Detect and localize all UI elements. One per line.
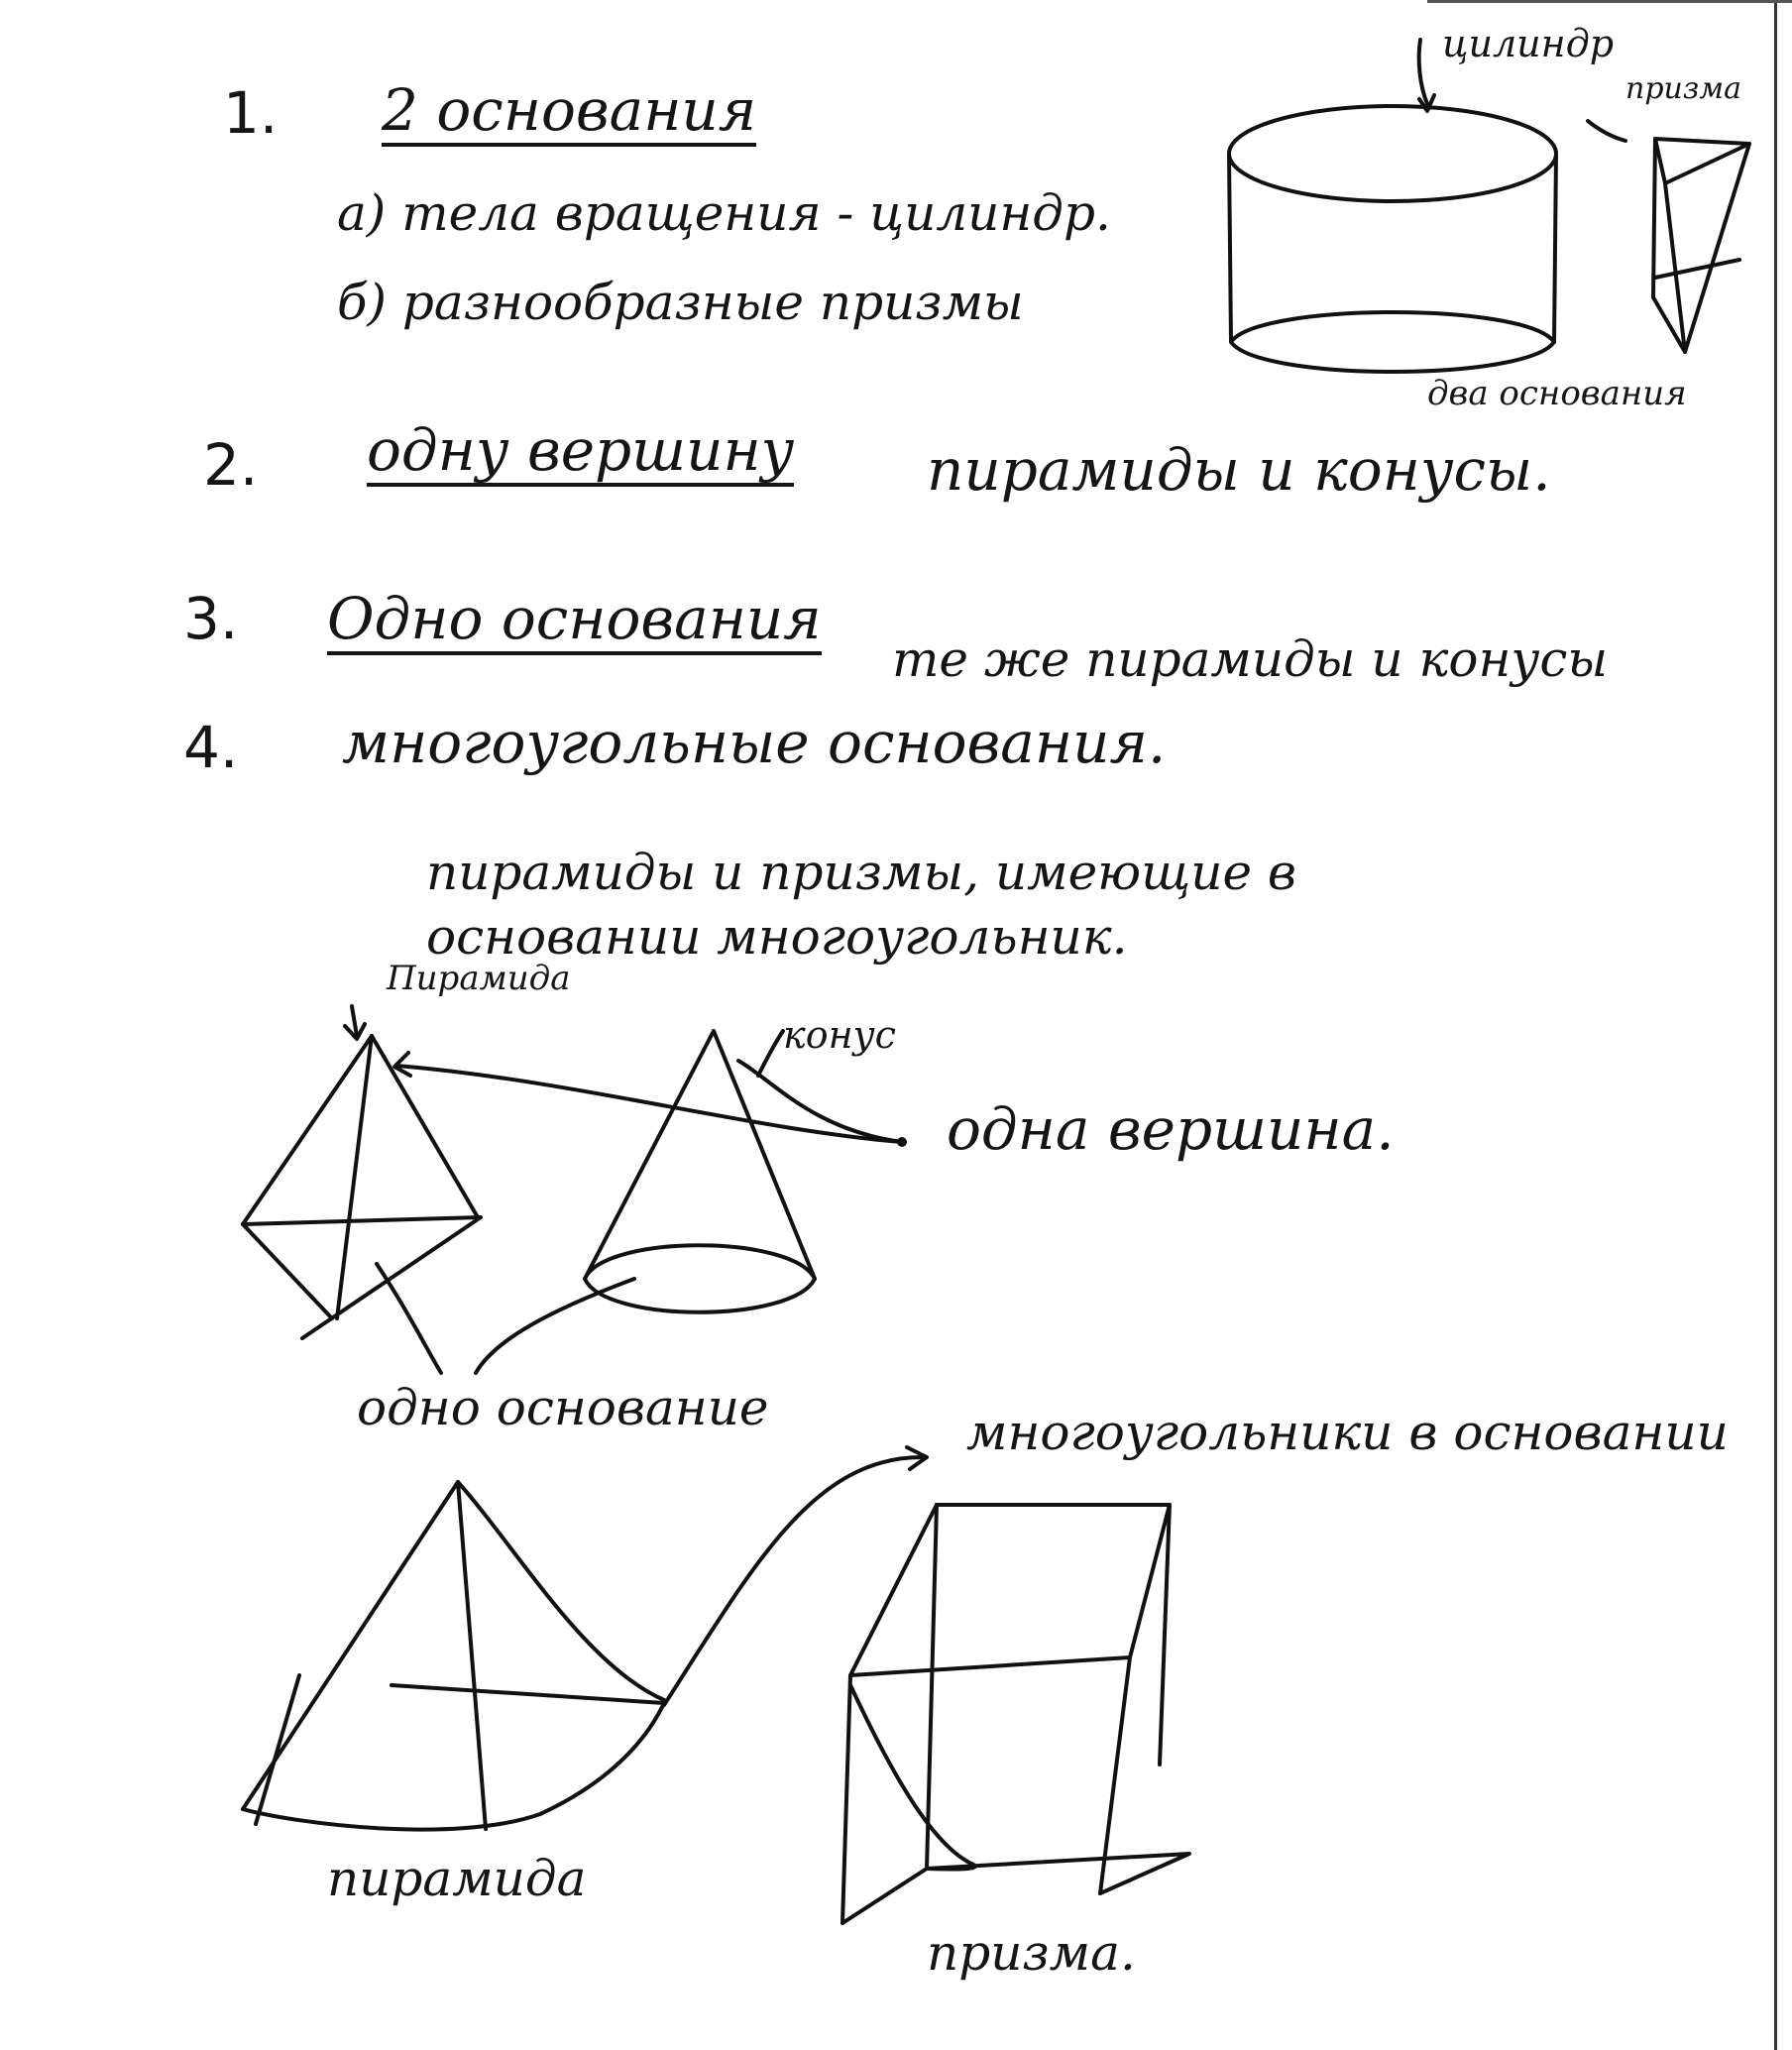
item-3-number: 3. xyxy=(183,585,239,652)
label-cylinder: цилиндр xyxy=(1442,22,1615,65)
base-pointer-lines xyxy=(377,1264,634,1373)
item-3-rest: те же пирамиды и конусы xyxy=(892,630,1609,688)
pyramid-small-sketch xyxy=(243,1006,481,1338)
vertex-arrows xyxy=(394,1053,907,1147)
item-4-note-line2: основании многоугольник. xyxy=(426,908,1128,966)
curve-to-polygon-label xyxy=(664,1447,927,1705)
item-4-number: 4. xyxy=(183,714,239,781)
item-3-title: Одно основания xyxy=(327,590,822,655)
label-one-base: одно основание xyxy=(357,1379,769,1436)
item-2-rest: пирамиды и конусы. xyxy=(927,436,1551,504)
cylinder-sketch xyxy=(1229,40,1556,372)
label-prism-top: призма xyxy=(1625,71,1741,106)
label-two-bases: два основания xyxy=(1427,374,1687,413)
item-2-number: 2. xyxy=(203,431,259,499)
item-1-sub-b: б) разнообразные призмы xyxy=(337,274,1024,331)
prism-large-sketch xyxy=(842,1505,1189,1923)
item-4-title: многоугольные основания. xyxy=(342,709,1167,776)
prism-small-sketch xyxy=(1588,121,1749,352)
cone-sketch xyxy=(585,1031,815,1312)
label-pyramid-small: Пирамида xyxy=(387,959,571,998)
item-1-number: 1. xyxy=(223,79,279,147)
label-one-vertex: одна вершина. xyxy=(947,1095,1395,1163)
label-cone: конус xyxy=(783,1013,896,1057)
item-1-title: 2 основания xyxy=(382,81,756,147)
label-pyramid-bottom: пирамида xyxy=(327,1850,587,1907)
item-2-title: одну вершину xyxy=(367,421,794,487)
label-polygons-in-base: многоугольники в основании xyxy=(966,1404,1729,1461)
label-prism-bottom: призма. xyxy=(927,1924,1136,1982)
pyramid-large-sketch xyxy=(243,1482,664,1830)
item-4-note-line1: пирамиды и призмы, имеющие в xyxy=(426,844,1297,901)
item-1-sub-a: а) тела вращения - цилиндр. xyxy=(337,184,1111,242)
